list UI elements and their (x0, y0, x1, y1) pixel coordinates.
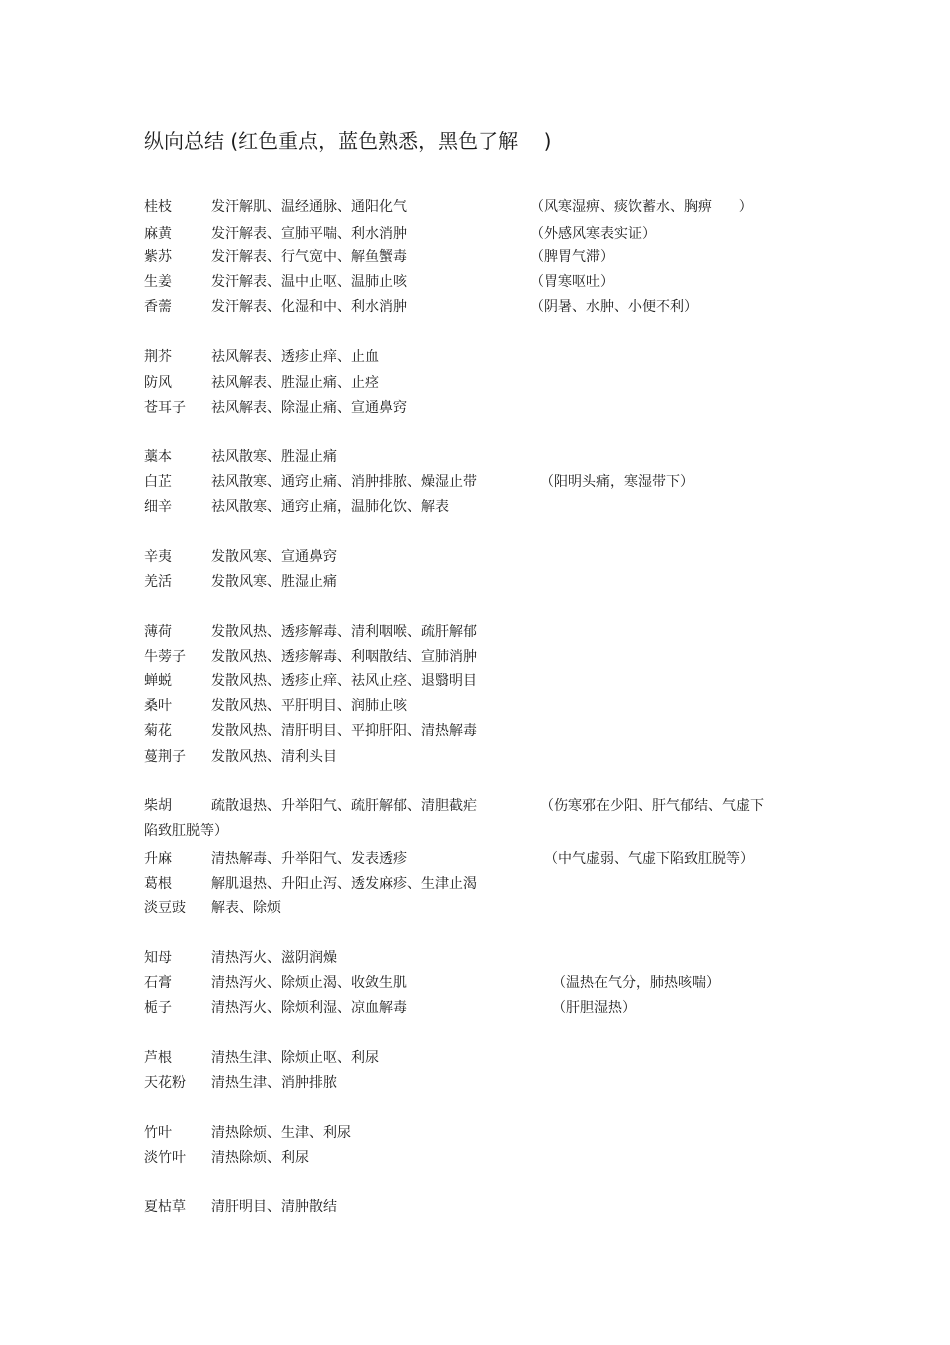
herb-note: （中气虚弱、气虚下陷致肛脱等） (544, 851, 754, 867)
herb-name: 菊花 (144, 723, 172, 739)
herb-effect: 祛风解表、透疹止痒、止血 (211, 349, 379, 365)
herb-effect: 清热生津、消肿排脓 (211, 1075, 337, 1091)
herb-note: （外感风寒表实证） (530, 226, 656, 242)
herb-note: （温热在气分，肺热咳喘） (552, 975, 720, 991)
herb-effect: 祛风散寒、胜湿止痛 (211, 449, 337, 465)
herb-effect: 清热除烦、利尿 (211, 1150, 309, 1166)
herb-name: 桑叶 (144, 698, 172, 714)
herb-effect: 发汗解表、宣肺平喘、利水消肿 (211, 226, 407, 242)
herb-note: （胃寒呕吐） (530, 274, 614, 290)
wrapped-note: 陷致肛脱等） (144, 823, 228, 839)
herb-effect: 发散风热、清利头目 (211, 749, 337, 765)
herb-effect: 解表、除烦 (211, 900, 281, 916)
herb-name: 蔓荆子 (144, 749, 186, 765)
herb-effect: 发散风热、平肝明目、润肺止咳 (211, 698, 407, 714)
herb-name: 芦根 (144, 1050, 172, 1066)
herb-name: 柴胡 (144, 798, 172, 814)
herb-name: 香薷 (144, 299, 172, 315)
herb-effect: 发散风热、清肝明目、平抑肝阳、清热解毒 (211, 723, 477, 739)
herb-name: 白芷 (144, 474, 172, 490)
herb-name: 淡竹叶 (144, 1150, 186, 1166)
herb-effect: 发散风热、透疹解毒、利咽散结、宣肺消肿 (211, 649, 477, 665)
herb-effect: 祛风散寒、通窍止痛、消肿排脓、燥湿止带 (211, 474, 477, 490)
herb-effect: 清肝明目、清肿散结 (211, 1199, 337, 1215)
herb-name: 防风 (144, 375, 172, 391)
herb-effect: 发散风寒、宣通鼻窍 (211, 549, 337, 565)
herb-effect: 发汗解表、温中止呕、温肺止咳 (211, 274, 407, 290)
herb-note: （伤寒邪在少阳、肝气郁结、气虚下 (540, 798, 764, 814)
herb-effect: 发散风热、透疹解毒、清利咽喉、疏肝解郁 (211, 624, 477, 640)
herb-effect: 解肌退热、升阳止泻、透发麻疹、生津止渴 (211, 876, 477, 892)
herb-name: 淡豆豉 (144, 900, 186, 916)
herb-name: 知母 (144, 950, 172, 966)
herb-effect: 清热泻火、除烦利湿、凉血解毒 (211, 1000, 407, 1016)
herb-effect: 发散风寒、胜湿止痛 (211, 574, 337, 590)
herb-effect: 清热泻火、除烦止渴、收敛生肌 (211, 975, 407, 991)
herb-name: 石膏 (144, 975, 172, 991)
page-title: 纵向总结 (红色重点，蓝色熟悉，黑色了解 ) (144, 129, 552, 153)
herb-name: 藁本 (144, 449, 172, 465)
herb-effect: 清热除烦、生津、利尿 (211, 1125, 351, 1141)
herb-effect: 发汗解肌、温经通脉、通阳化气 (211, 199, 407, 215)
herb-name: 桂枝 (144, 199, 172, 215)
herb-name: 辛夷 (144, 549, 172, 565)
herb-effect: 发汗解表、化湿和中、利水消肿 (211, 299, 407, 315)
herb-name: 竹叶 (144, 1125, 172, 1141)
herb-effect: 祛风解表、胜湿止痛、止痉 (211, 375, 379, 391)
herb-name: 荆芥 (144, 349, 172, 365)
herb-name: 薄荷 (144, 624, 172, 640)
herb-effect: 清热泻火、滋阴润燥 (211, 950, 337, 966)
herb-note: （阳明头痛，寒湿带下） (540, 474, 694, 490)
herb-note: （阴暑、水肿、小便不利） (530, 299, 698, 315)
herb-effect: 发散风热、透疹止痒、祛风止痉、退翳明目 (211, 673, 477, 689)
herb-name: 夏枯草 (144, 1199, 186, 1215)
herb-name: 升麻 (144, 851, 172, 867)
herb-name: 葛根 (144, 876, 172, 892)
herb-name: 牛蒡子 (144, 649, 186, 665)
herb-effect: 发汗解表、行气宽中、解鱼蟹毒 (211, 249, 407, 265)
herb-name: 细辛 (144, 499, 172, 515)
herb-effect: 清热解毒、升举阳气、发表透疹 (211, 851, 407, 867)
herb-name: 生姜 (144, 274, 172, 290)
herb-name: 羌活 (144, 574, 172, 590)
herb-effect: 清热生津、除烦止呕、利尿 (211, 1050, 379, 1066)
herb-name: 蝉蜕 (144, 673, 172, 689)
herb-effect: 祛风解表、除湿止痛、宣通鼻窍 (211, 400, 407, 416)
herb-name: 紫苏 (144, 249, 172, 265)
herb-name: 天花粉 (144, 1075, 186, 1091)
herb-name: 麻黄 (144, 226, 172, 242)
herb-name: 苍耳子 (144, 400, 186, 416)
herb-name: 栀子 (144, 1000, 172, 1016)
herb-effect: 疏散退热、升举阳气、疏肝解郁、清胆截疟 (211, 798, 477, 814)
herb-effect: 祛风散寒、通窍止痛，温肺化饮、解表 (211, 499, 449, 515)
herb-note: （风寒湿痹、痰饮蓄水、胸痹 ） (530, 199, 753, 215)
herb-note: （脾胃气滞） (530, 249, 614, 265)
herb-note: （肝胆湿热） (552, 1000, 636, 1016)
